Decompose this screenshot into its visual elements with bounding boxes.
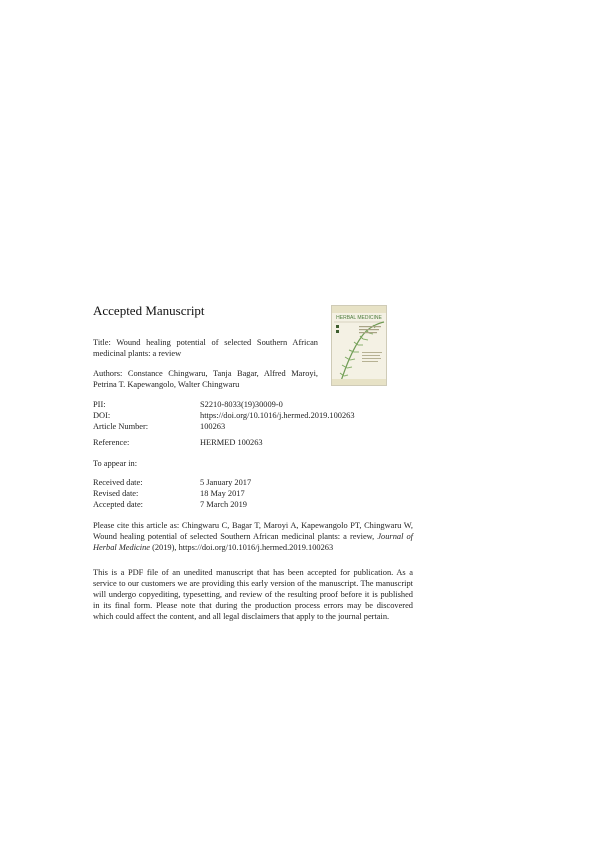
date-row-revised bbox=[93, 488, 413, 499]
page-heading: Accepted Manuscript bbox=[93, 303, 205, 318]
identifier-row-doi bbox=[93, 410, 413, 421]
reference-label: Reference: bbox=[93, 438, 130, 447]
received-date-value: 5 January 2017 bbox=[200, 478, 252, 487]
date-row-received bbox=[93, 477, 413, 488]
doi-label: DOI: bbox=[93, 411, 111, 420]
received-date-label: Received date: bbox=[93, 478, 143, 487]
citation-journal-title: Journal of Herbal Medicine bbox=[93, 532, 413, 552]
cover-journal-name: HERBAL MEDICINE bbox=[336, 315, 382, 321]
pii-value: S2210-8033(19)30009-0 bbox=[200, 400, 283, 409]
identifiers-table bbox=[93, 399, 413, 432]
revised-date-label: Revised date: bbox=[93, 489, 139, 498]
doi-link[interactable]: https://doi.org/10.1016/j.hermed.2019.100263 bbox=[200, 411, 355, 420]
article-authors: Authors: Constance Chingwaru, Tanja Bagar, Alfred Maroyi, Petrina T. Kapewangolo, Walter Chingwaru bbox=[93, 369, 318, 389]
citation-text-after: (2019), https://doi.org/10.1016/j.hermed.2019.100263 bbox=[149, 543, 334, 552]
manuscript-notice: This is a PDF file of an unedited manuscript that has been accepted for publication. As a service to our customers we are providing this early version of the manuscript. The manuscript will undergo copyediting, typesetting, and review of the resulting proof before it is published in its final form. Please note that during the production process errors may be discovered which could affect the content, and all legal disclaimers that apply to the journal pertain. bbox=[93, 568, 413, 621]
cover-artwork bbox=[332, 306, 386, 385]
reference-value: HERMED 100263 bbox=[200, 438, 263, 447]
reference-row bbox=[93, 437, 413, 448]
date-row-accepted bbox=[93, 499, 413, 510]
identifier-row-pii bbox=[93, 399, 413, 410]
pii-label: PII: bbox=[93, 400, 106, 409]
dates-table bbox=[93, 477, 413, 510]
journal-cover-thumbnail bbox=[331, 305, 387, 386]
citation-paragraph bbox=[93, 520, 413, 553]
article-number-value: 100263 bbox=[200, 422, 226, 431]
accepted-date-value: 7 March 2019 bbox=[200, 500, 247, 509]
citation-text-before: Please cite this article as: Chingwaru C, Bagar T, Maroyi A, Kapewangolo PT, Chingwaru W, Wound healing potential of selected Southern African medicinal plants: a review, bbox=[93, 521, 413, 541]
identifier-row-article-number bbox=[93, 421, 413, 432]
article-number-label: Article Number: bbox=[93, 422, 149, 431]
revised-date-value: 18 May 2017 bbox=[200, 489, 245, 498]
accepted-date-label: Accepted date: bbox=[93, 500, 143, 509]
to-appear-label: To appear in: bbox=[93, 459, 138, 468]
article-title: Title: Wound healing potential of selected Southern African medicinal plants: a review bbox=[93, 338, 318, 358]
